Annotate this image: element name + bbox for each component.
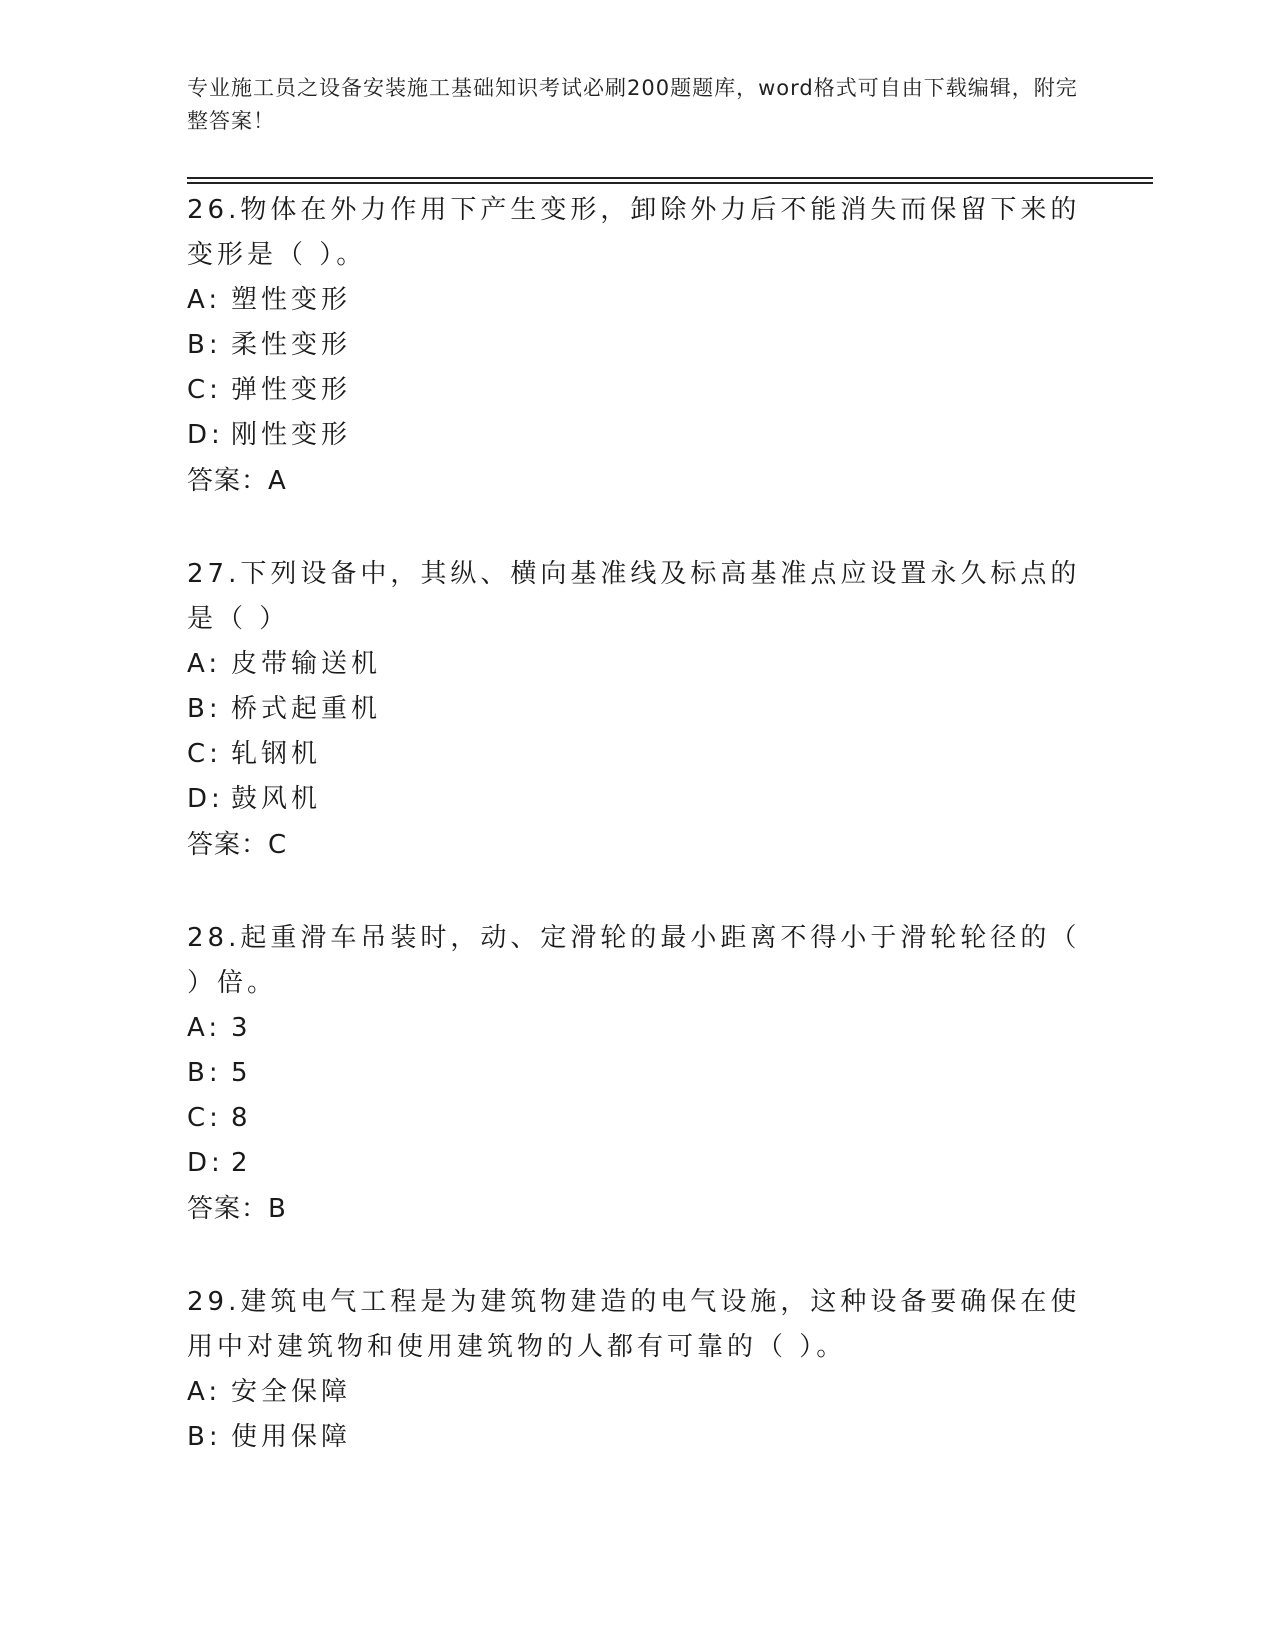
option-text: 5 [231, 1058, 252, 1088]
option-text: 塑性变形 [231, 285, 352, 315]
header-divider-bottom [187, 182, 1153, 184]
option-key: A: [187, 1013, 222, 1043]
option-b [187, 687, 1087, 732]
option-key: D: [187, 784, 224, 814]
option-b [187, 323, 1087, 368]
question-stem: 29.建筑电气工程是为建筑物建造的电气设施，这种设备要确保在使用中对建筑物和使用建筑物的人都有可靠的（ ）。 [187, 1287, 1081, 1362]
option-text: 安全保障 [231, 1377, 352, 1407]
option-text: 3 [231, 1013, 252, 1043]
option-a [187, 278, 1087, 323]
option-key: B: [187, 1058, 222, 1088]
option-c [187, 732, 1087, 777]
option-b [187, 1415, 1087, 1460]
option-c [187, 1096, 1087, 1141]
option-text: 使用保障 [231, 1422, 352, 1452]
option-text: 桥式起重机 [231, 694, 382, 724]
option-text: 轧钢机 [231, 739, 322, 769]
option-a [187, 1370, 1087, 1415]
option-text: 皮带输送机 [231, 649, 382, 679]
option-d [187, 413, 1087, 458]
option-c [187, 368, 1087, 413]
option-a [187, 1006, 1087, 1051]
question-28 [187, 916, 1087, 1232]
option-key: B: [187, 694, 222, 724]
option-key: A: [187, 649, 222, 679]
header-divider-top [187, 177, 1153, 179]
option-text: 8 [231, 1103, 252, 1133]
question-26 [187, 188, 1087, 504]
option-key: C: [187, 1103, 222, 1133]
question-stem: 27.下列设备中，其纵、横向基准线及标高基准点应设置永久标点的是（ ） [187, 559, 1081, 634]
option-key: B: [187, 1422, 222, 1452]
option-key: A: [187, 285, 222, 315]
answer: 答案：B [187, 1194, 287, 1224]
option-key: A: [187, 1377, 222, 1407]
option-b [187, 1051, 1087, 1096]
question-stem: 26.物体在外力作用下产生变形，卸除外力后不能消失而保留下来的变形是（ ）。 [187, 195, 1081, 270]
question-27 [187, 552, 1087, 868]
answer: 答案：A [187, 466, 287, 496]
option-a [187, 642, 1087, 687]
option-text: 2 [231, 1148, 252, 1178]
option-key: B: [187, 330, 222, 360]
answer: 答案：C [187, 830, 288, 860]
option-d [187, 777, 1087, 822]
option-text: 柔性变形 [231, 330, 352, 360]
option-d [187, 1141, 1087, 1186]
option-key: C: [187, 375, 222, 405]
option-key: C: [187, 739, 222, 769]
option-key: D: [187, 420, 224, 450]
question-stem: 28.起重滑车吊装时，动、定滑轮的最小距离不得小于滑轮轮径的（ ）倍。 [187, 923, 1081, 998]
option-text: 鼓风机 [231, 784, 322, 814]
option-text: 弹性变形 [231, 375, 352, 405]
option-text: 刚性变形 [231, 420, 352, 450]
document-title: 专业施工员之设备安装施工基础知识考试必刷200题题库，word格式可自由下载编辑，附完整答案！ [187, 76, 1078, 133]
option-key: D: [187, 1148, 224, 1178]
question-29 [187, 1280, 1087, 1460]
